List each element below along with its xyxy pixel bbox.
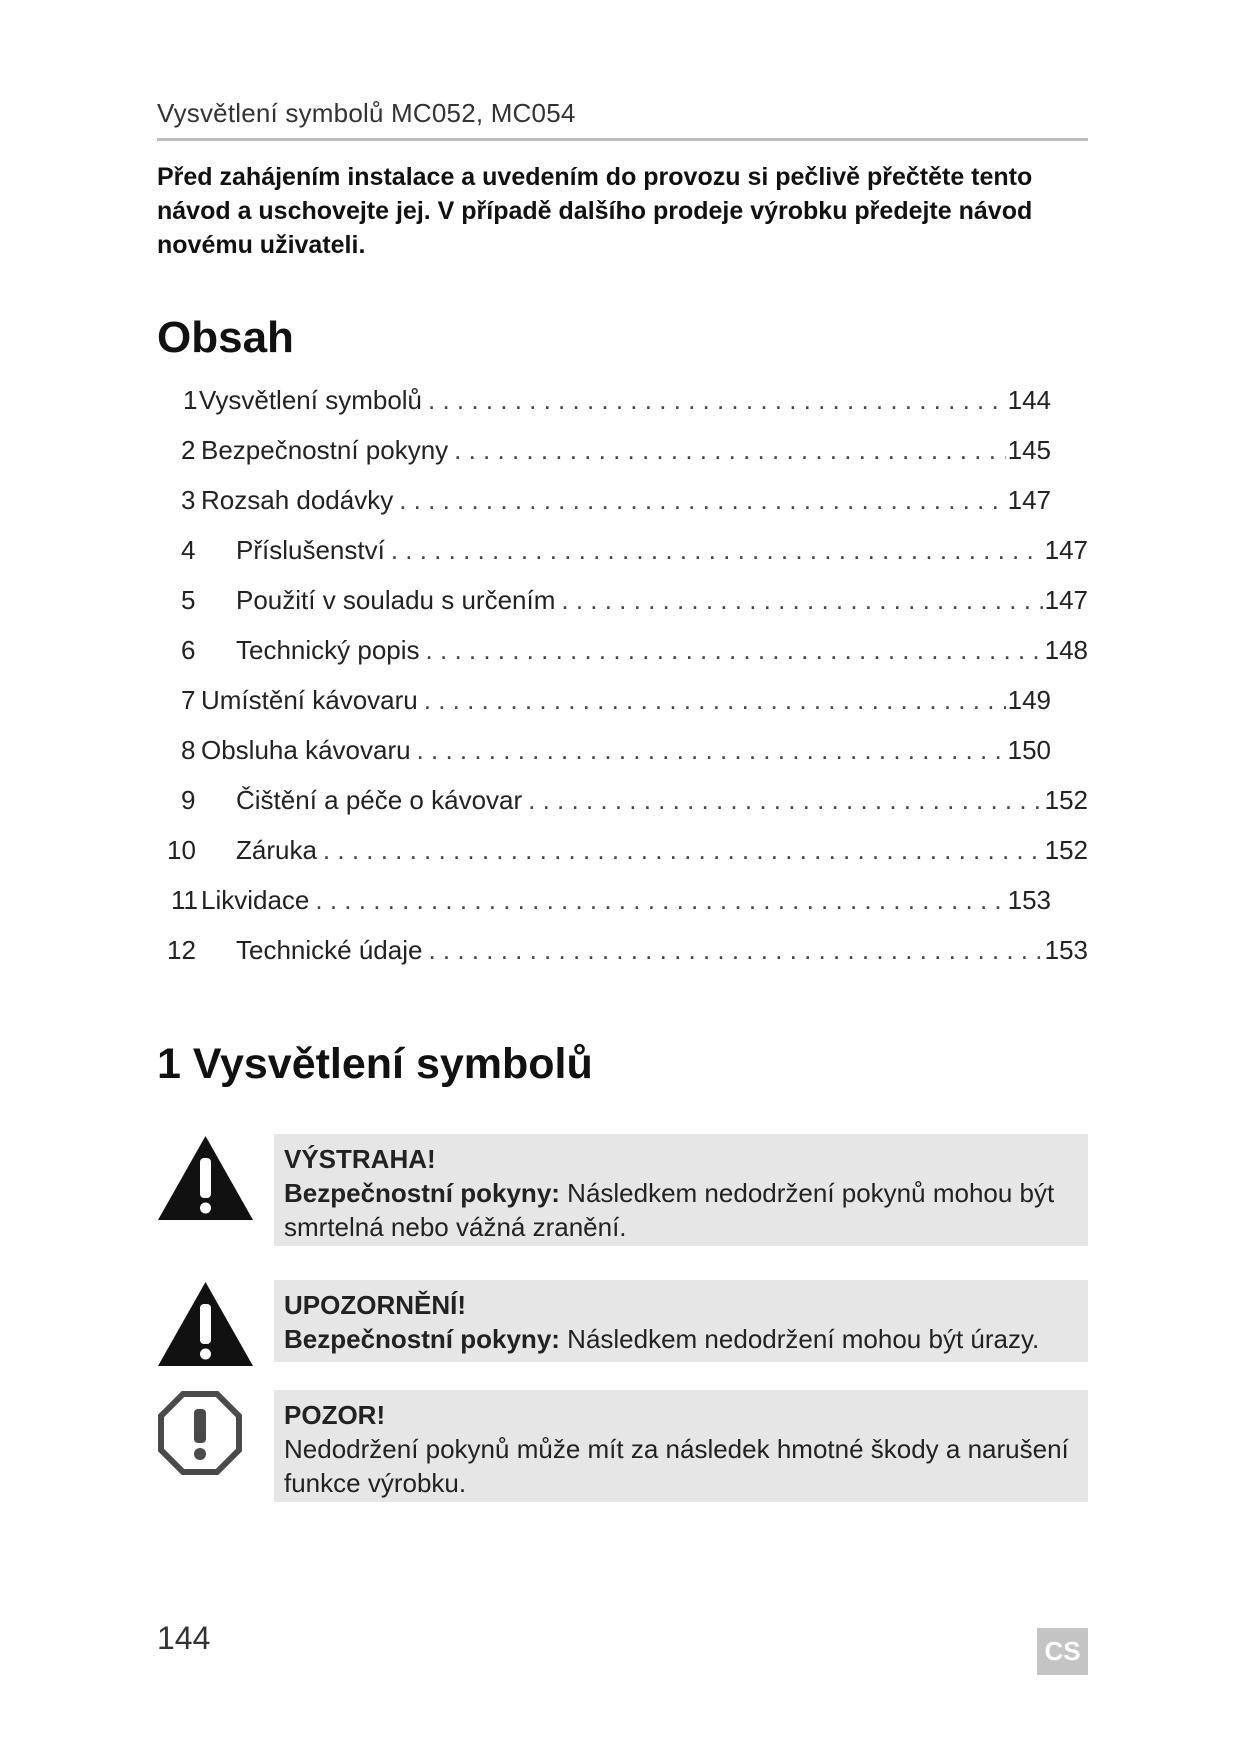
toc-item-number: 5	[181, 585, 196, 615]
toc-item-9[interactable]	[181, 785, 1088, 835]
warning-notice	[274, 1134, 1088, 1246]
toc-item-number: 4	[181, 535, 196, 565]
toc-leader-dots	[323, 835, 1043, 866]
toc-leader-dots	[528, 785, 1042, 816]
toc-title: Obsah	[157, 313, 294, 362]
toc-item-3[interactable]	[181, 485, 1051, 535]
toc-item-number: 3	[181, 485, 196, 515]
toc-item-page: 147	[1044, 535, 1088, 565]
notice-notice	[274, 1390, 1088, 1502]
toc-item-label: Obsluha kávovaru	[201, 735, 411, 765]
toc-item-label: Záruka	[236, 835, 317, 865]
toc-item-label: Technické údaje	[236, 935, 423, 965]
toc-item-6[interactable]	[181, 635, 1088, 685]
section-title: 1 Vysvětlení symbolů	[157, 1040, 593, 1088]
toc-item-11[interactable]	[171, 885, 1051, 935]
toc-item-label: Příslušenství	[236, 535, 385, 565]
toc-item-2[interactable]	[181, 435, 1051, 485]
toc-item-label: Čištění a péče o kávovar	[236, 785, 523, 815]
toc-leader-dots	[424, 685, 1006, 716]
toc-item-number: 11	[171, 885, 198, 915]
toc-item-label: Bezpečnostní pokyny	[201, 435, 449, 465]
toc-item-8[interactable]	[181, 735, 1051, 785]
toc-item-page: 152	[1044, 835, 1088, 865]
warning-triangle-icon	[157, 1134, 254, 1222]
toc-item-number: 7	[181, 685, 196, 715]
intro-paragraph: Před zahájením instalace a uvedením do provozu si pečlivě přečtěte tento návod a uschovejte jej. V případě dalšího prodeje výrobku předejte návod novému uživateli.	[157, 163, 1033, 259]
toc-item-number: 10	[167, 835, 196, 865]
toc-item-number: 9	[181, 785, 196, 815]
notice-text: Následkem nedodržení mohou být úrazy.	[559, 1324, 1040, 1354]
toc-leader-dots	[428, 935, 1042, 966]
notice-lead: Bezpečnostní pokyny:	[284, 1324, 560, 1354]
toc-item-number: 12	[167, 935, 196, 965]
toc-item-label: Technický popis	[236, 635, 420, 665]
toc-item-label: Likvidace	[201, 885, 310, 915]
notice-lead: Bezpečnostní pokyny:	[284, 1178, 560, 1208]
toc-leader-dots	[428, 385, 1006, 416]
notice-heading: POZOR!	[284, 1400, 386, 1430]
toc-item-page: 153	[1044, 935, 1088, 965]
notice-heading: VÝSTRAHA!	[284, 1144, 436, 1174]
toc-leader-dots	[315, 885, 1005, 916]
toc-leader-dots	[417, 735, 1006, 766]
toc-leader-dots	[399, 485, 1005, 516]
toc-item-page: 148	[1044, 635, 1088, 665]
language-badge: CS	[1037, 1628, 1088, 1675]
toc-item-page: 147	[1044, 585, 1088, 615]
toc-item-page: 152	[1044, 785, 1088, 815]
running-head: Vysvětlení symbolů MC052, MC054	[157, 98, 576, 128]
toc-item-page: 145	[1007, 435, 1051, 465]
notice-text: Nedodržení pokynů může mít za následek hmotné škody a narušení funkce výrobku.	[284, 1434, 1069, 1498]
toc-item-4[interactable]	[181, 535, 1088, 585]
toc-item-page: 144	[1007, 385, 1051, 415]
notice-heading: UPOZORNĚNÍ!	[284, 1290, 466, 1320]
toc-item-12[interactable]	[167, 935, 1088, 985]
caution-triangle-icon	[157, 1280, 254, 1368]
toc-item-number: 1	[183, 385, 198, 415]
toc-leader-dots	[391, 535, 1043, 566]
toc-item-page: 153	[1007, 885, 1051, 915]
notice-octagon-icon	[157, 1390, 243, 1476]
toc-item-number: 8	[181, 735, 196, 765]
toc-item-5[interactable]	[181, 585, 1088, 635]
toc-item-number: 6	[181, 635, 196, 665]
notice-text: Následkem nedodržení pokynů mohou být smrtelná nebo vážná zranění.	[284, 1178, 1055, 1242]
toc-item-label: Umístění kávovaru	[201, 685, 418, 715]
toc-leader-dots	[561, 585, 1042, 616]
toc-item-page: 147	[1007, 485, 1051, 515]
toc-item-10[interactable]	[167, 835, 1088, 885]
caution-notice	[274, 1280, 1088, 1362]
toc-item-page: 149	[1007, 685, 1051, 715]
toc-item-label: Rozsah dodávky	[201, 485, 394, 515]
toc-leader-dots	[454, 435, 1005, 466]
page-number: 144	[157, 1620, 211, 1656]
toc-item-1[interactable]	[183, 385, 1051, 435]
toc-item-number: 2	[181, 435, 196, 465]
toc-item-label: Vysvětlení symbolů	[199, 385, 423, 415]
toc-leader-dots	[426, 635, 1043, 666]
toc-item-7[interactable]	[181, 685, 1051, 735]
toc-item-page: 150	[1007, 735, 1051, 765]
header-divider	[157, 138, 1088, 141]
toc-item-label: Použití v souladu s určením	[236, 585, 556, 615]
